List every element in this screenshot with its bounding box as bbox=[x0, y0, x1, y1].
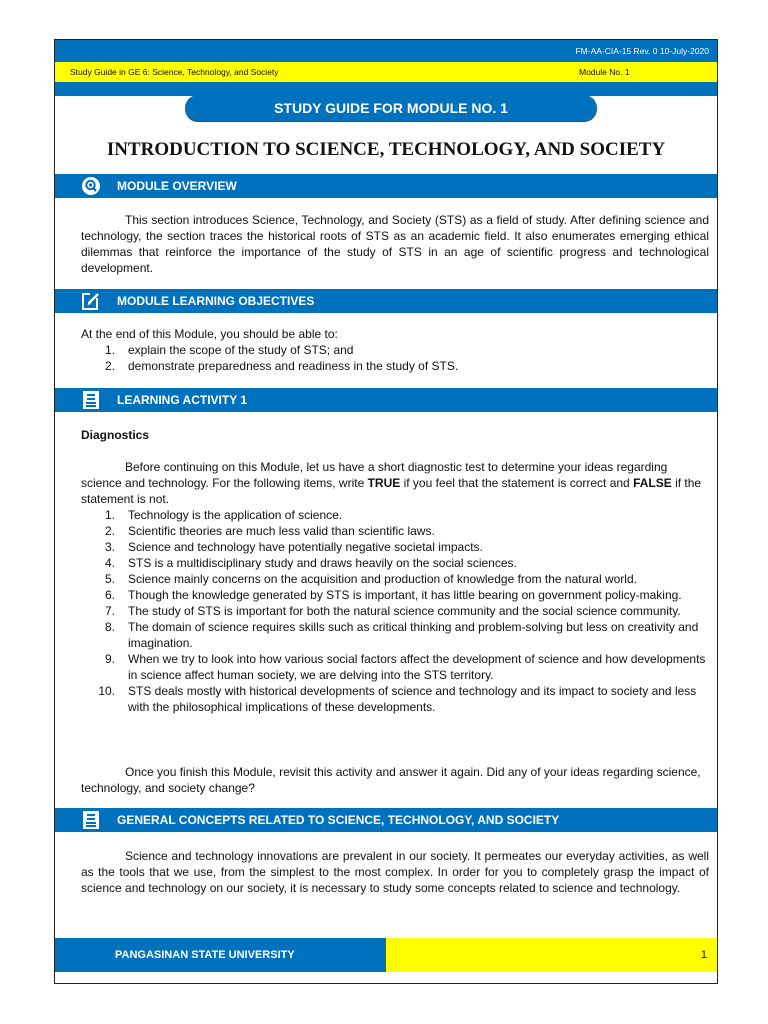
item-number: 2. bbox=[104, 524, 115, 538]
page-title: INTRODUCTION TO SCIENCE, TECHNOLOGY, AND SOCIETY bbox=[106, 139, 666, 160]
overview-body: This section introduces Science, Technology, and Society (STS) as a field of study. After defining science and technology, the section traces the historical roots of STS as an academic field. It also enumerates emerging ethical dilemmas that reinforce the importance of the study of STS in an age of scientific progress and technological development. bbox=[81, 213, 709, 275]
objectives-block bbox=[81, 326, 709, 374]
item-number: 10. bbox=[98, 684, 115, 698]
edit-icon bbox=[81, 291, 101, 311]
title-pill: STUDY GUIDE FOR MODULE NO. 1 bbox=[185, 95, 597, 121]
item-text: Science and technology have potentially negative societal impacts. bbox=[128, 540, 483, 554]
form-code: FM-AA-CIA-15 Rev. 0 10-July-2020 bbox=[575, 46, 709, 56]
footer-university-bar bbox=[55, 938, 386, 972]
footer-page-bar bbox=[386, 938, 717, 972]
item-number: 3. bbox=[104, 540, 115, 554]
university-name: PANGASINAN STATE UNIVERSITY bbox=[115, 949, 295, 961]
search-icon bbox=[81, 176, 101, 196]
diagnostic-items bbox=[81, 507, 709, 715]
activity-intro bbox=[81, 459, 709, 507]
section-heading: LEARNING ACTIVITY 1 bbox=[117, 393, 248, 407]
item-text: The study of STS is important for both the natural science community and the social science community. bbox=[128, 604, 681, 618]
item-number: 1. bbox=[104, 343, 115, 357]
header-info-bar bbox=[55, 62, 717, 82]
list-item bbox=[81, 358, 709, 374]
intro-text: if the statement is not. bbox=[81, 476, 702, 506]
false-keyword: FALSE bbox=[633, 476, 672, 490]
item-number: 1. bbox=[104, 508, 115, 522]
item-text: STS is a multidisciplinary study and draws heavily on the social sciences. bbox=[128, 556, 517, 570]
list-item bbox=[81, 619, 709, 651]
page-number: 1 bbox=[700, 949, 707, 961]
study-guide-page bbox=[54, 39, 718, 984]
item-number: 9. bbox=[104, 652, 115, 666]
intro-text: if you feel that the statement is correct and bbox=[400, 476, 634, 490]
section-bar-activity bbox=[55, 388, 717, 412]
list-item bbox=[81, 603, 709, 619]
list-item bbox=[81, 523, 709, 539]
item-text: When we try to look into how various social factors affect the development of science and how developments in science affect human society, we are delving into the STS territory. bbox=[128, 652, 706, 682]
item-text: The domain of science requires skills such as critical thinking and problem-solving but less on creativity and imagination. bbox=[128, 620, 699, 650]
item-text: STS deals mostly with historical developments of science and technology and its impact to society and less with the philosophical implications of these developments. bbox=[128, 684, 697, 714]
item-number: 7. bbox=[104, 604, 115, 618]
list-item bbox=[81, 539, 709, 555]
list-item bbox=[81, 683, 709, 715]
item-text: explain the scope of the study of STS; and bbox=[128, 343, 354, 357]
study-guide-label: Study Guide in GE 6: Science, Technology, and Society bbox=[70, 67, 279, 77]
item-text: Technology is the application of science. bbox=[128, 508, 343, 522]
section-heading: MODULE OVERVIEW bbox=[117, 179, 237, 193]
diagnostics-heading: Diagnostics bbox=[81, 428, 150, 442]
activity-block bbox=[81, 459, 709, 715]
list-item bbox=[81, 555, 709, 571]
section-bar-objectives bbox=[55, 289, 717, 313]
module-label: Module No. 1 bbox=[579, 67, 630, 77]
item-number: 5. bbox=[104, 572, 115, 586]
intro-text: Before continuing on this Module, let us have a short diagnostic test to determine your ideas regarding science and technology. For the following items, write bbox=[81, 460, 668, 490]
item-number: 6. bbox=[104, 588, 115, 602]
section-heading: MODULE LEARNING OBJECTIVES bbox=[117, 294, 315, 308]
header-divider bbox=[55, 82, 717, 96]
header-form-code-bar bbox=[55, 40, 717, 62]
item-text: Scientific theories are much less valid than scientific laws. bbox=[128, 524, 435, 538]
item-text: demonstrate preparedness and readiness in the study of STS. bbox=[128, 359, 459, 373]
section-bar-overview bbox=[55, 174, 717, 198]
item-number: 4. bbox=[104, 556, 115, 570]
activity-closing: Once you finish this Module, revisit this activity and answer it again. Did any of your ideas regarding science, technology, and society change? bbox=[81, 765, 701, 795]
document-icon bbox=[81, 390, 101, 410]
document-icon bbox=[81, 810, 101, 830]
list-item bbox=[81, 507, 709, 523]
list-item bbox=[81, 571, 709, 587]
item-text: Science mainly concerns on the acquisition and production of knowledge from the natural world. bbox=[128, 572, 637, 586]
item-text: Though the knowledge generated by STS is important, it has little bearing on government policy-making. bbox=[128, 588, 682, 602]
objectives-list bbox=[81, 342, 709, 374]
true-keyword: TRUE bbox=[367, 476, 401, 490]
item-number: 8. bbox=[104, 620, 115, 634]
list-item bbox=[81, 651, 709, 683]
concepts-body: Science and technology innovations are prevalent in our society. It permeates our everyday activities, as well as the tools that we use, from the simplest to the most complex. In order for you to completely grasp the impact of science and technology on our society, it is necessary to study some concepts related to science and technology. bbox=[81, 849, 709, 895]
section-heading: GENERAL CONCEPTS RELATED TO SCIENCE, TECHNOLOGY, AND SOCIETY bbox=[117, 813, 560, 827]
section-bar-concepts bbox=[55, 808, 717, 832]
list-item bbox=[81, 587, 709, 603]
objectives-intro: At the end of this Module, you should be able to: bbox=[81, 327, 338, 341]
list-item bbox=[81, 342, 709, 358]
item-number: 2. bbox=[104, 359, 115, 373]
